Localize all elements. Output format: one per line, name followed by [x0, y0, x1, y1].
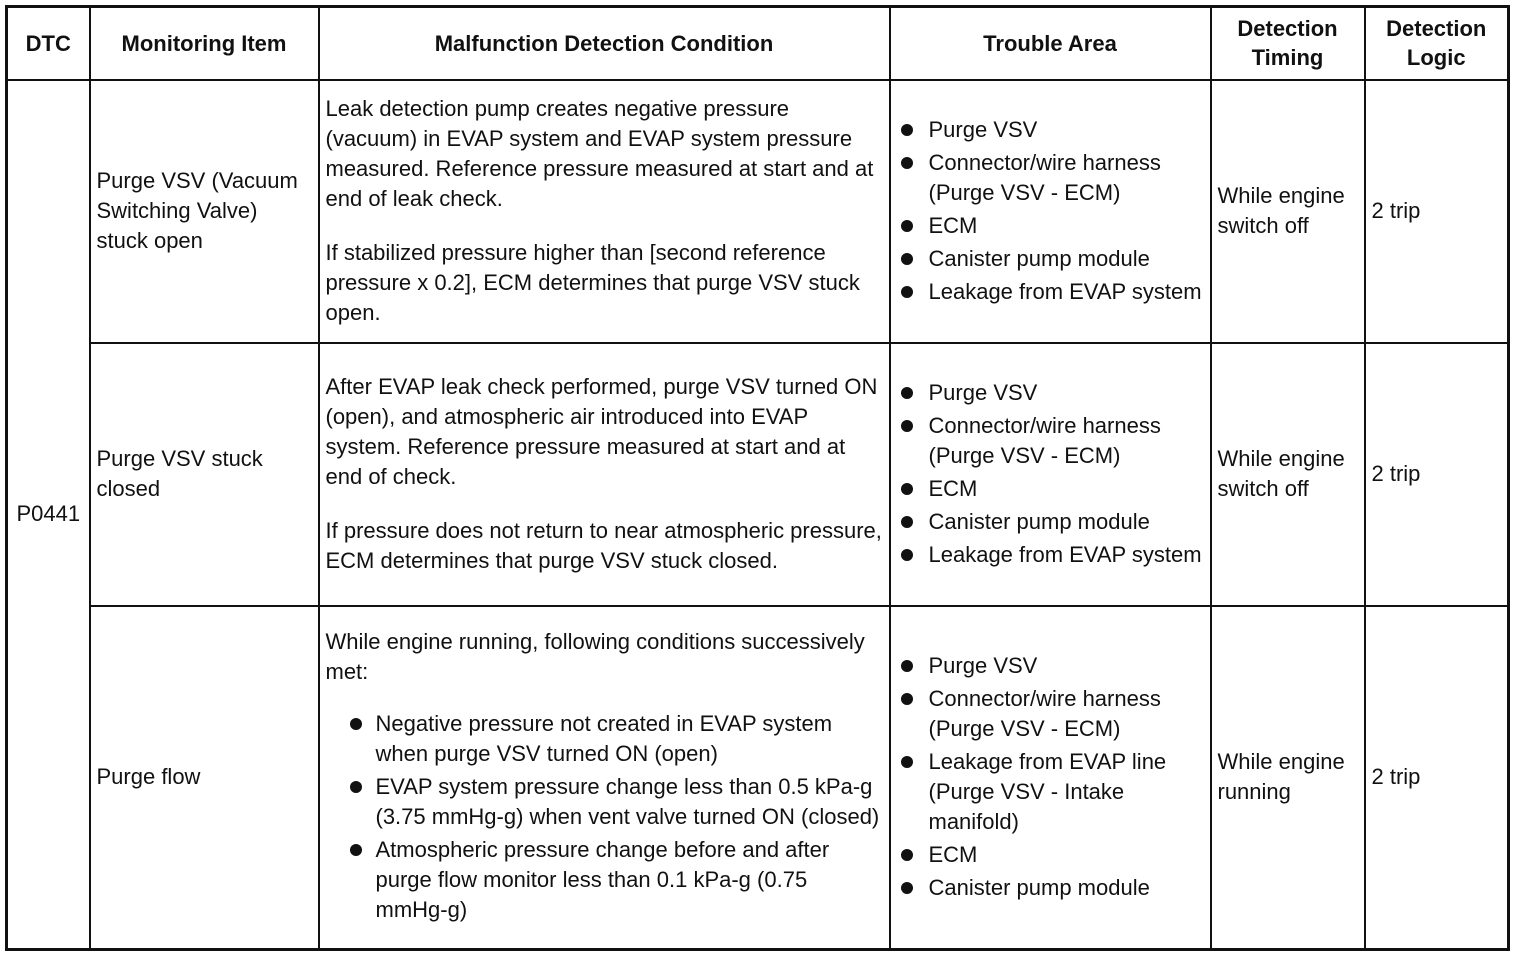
trouble-area-cell: [890, 343, 1211, 606]
list-item-text: EVAP system pressure change less than 0.5 kPa-g (3.75 mmHg-g) when vent valve turned ON (closed): [375, 773, 880, 829]
list-item-text: Canister pump module: [928, 509, 1150, 534]
header-timing-line2: Timing: [1251, 45, 1324, 71]
condition-paragraph: If pressure does not return to near atmospheric pressure, ECM determines that purge VSV stuck closed.: [325, 518, 882, 573]
list-item: [897, 411, 1204, 471]
list-item-text: Atmospheric pressure change before and after purge flow monitor less than 0.1 kPa-g (0.75 mmHg-g): [375, 836, 830, 922]
list-item-text: ECM: [928, 213, 978, 238]
list-item: [897, 651, 1204, 681]
header-logic-line2: Logic: [1406, 45, 1466, 71]
condition-cell: [319, 606, 890, 950]
bullet-icon: [901, 157, 913, 169]
list-item-text: Connector/wire harness (Purge VSV - ECM): [928, 413, 1161, 468]
list-item: [897, 474, 1204, 504]
bullet-icon: [901, 549, 913, 561]
header-timing-line1: Detection: [1237, 16, 1338, 42]
bullet-icon: [901, 387, 913, 399]
bullet-icon: [901, 882, 913, 894]
table-row: [7, 343, 1509, 606]
dtc-table: [5, 5, 1510, 951]
header-detection-logic: [1365, 7, 1509, 80]
trouble-area-list: [897, 115, 1204, 307]
list-item: [897, 378, 1204, 408]
detection-logic-cell: 2 trip: [1365, 606, 1509, 950]
list-item-text: Negative pressure not created in EVAP system when purge VSV turned ON (open): [375, 710, 833, 766]
monitoring-item-cell: Purge VSV (Vacuum Switching Valve) stuck open: [90, 80, 319, 343]
header-dtc: DTC: [7, 7, 90, 80]
list-item-text: ECM: [928, 842, 978, 868]
bullet-icon: [901, 420, 913, 432]
list-item: [897, 840, 1204, 870]
trouble-area-cell: [890, 606, 1211, 950]
bullet-icon: [901, 849, 913, 861]
monitoring-item-cell: Purge VSV stuck closed: [90, 343, 319, 606]
list-item-text: Canister pump module: [928, 875, 1150, 901]
bullet-icon: [901, 756, 913, 768]
condition-paragraph: While engine running, following conditions successively met:: [325, 628, 865, 684]
condition-cell: [319, 343, 890, 606]
list-item: [897, 873, 1204, 903]
header-condition: Malfunction Detection Condition: [319, 7, 890, 80]
list-item-text: Purge VSV: [928, 653, 1038, 679]
list-item-text: Leakage from EVAP system: [928, 279, 1202, 304]
bullet-icon: [901, 660, 913, 672]
list-item: [897, 540, 1204, 570]
detection-logic-cell: 2 trip: [1365, 343, 1509, 606]
list-item: [897, 115, 1204, 145]
list-item-text: Leakage from EVAP line (Purge VSV - Intake manifold): [928, 749, 1167, 835]
detection-timing-cell: While engine switch off: [1211, 343, 1365, 606]
table-header: [7, 7, 1509, 80]
header-row: [7, 7, 1509, 80]
list-item: [350, 709, 883, 769]
list-item: [350, 772, 883, 832]
bullet-icon: [901, 253, 913, 265]
list-item: [897, 277, 1204, 307]
header-logic-line1: Detection: [1386, 16, 1487, 42]
list-item: [897, 148, 1204, 208]
list-item: [897, 244, 1204, 274]
condition-paragraph: After EVAP leak check performed, purge VSV turned ON (open), and atmospheric air introduced into EVAP system. Reference pressure measured at start and at end of check.: [325, 374, 878, 489]
bullet-icon: [901, 220, 913, 232]
condition-list: [326, 709, 883, 925]
bullet-icon: [350, 844, 362, 856]
bullet-icon: [901, 483, 913, 495]
list-item-text: Purge VSV: [928, 380, 1038, 405]
bullet-icon: [901, 693, 913, 705]
list-item: [897, 747, 1204, 837]
detection-timing-cell: While engine switch off: [1211, 80, 1365, 343]
list-item: [897, 507, 1204, 537]
list-item: [897, 684, 1204, 744]
list-item-text: Connector/wire harness (Purge VSV - ECM): [928, 686, 1161, 742]
bullet-icon: [901, 124, 913, 136]
dtc-code-cell: P0441: [7, 80, 90, 950]
bullet-icon: [350, 781, 362, 793]
table-body: [7, 80, 1509, 950]
bullet-icon: [350, 718, 362, 730]
monitoring-item-cell: Purge flow: [90, 606, 319, 950]
list-item-text: Connector/wire harness (Purge VSV - ECM): [928, 150, 1161, 205]
header-trouble-area: Trouble Area: [890, 7, 1211, 80]
trouble-area-list: [897, 378, 1204, 570]
trouble-area-cell: [890, 80, 1211, 343]
detection-timing-cell: While engine running: [1211, 606, 1365, 950]
trouble-area-list: [897, 651, 1204, 903]
table-row: [7, 80, 1509, 343]
list-item-text: Leakage from EVAP system: [928, 542, 1202, 567]
condition-paragraph: If stabilized pressure higher than [second reference pressure x 0.2], ECM determines that purge VSV stuck open.: [325, 240, 860, 325]
condition-paragraph: Leak detection pump creates negative pressure (vacuum) in EVAP system and EVAP system pressure measured. Reference pressure measured at start and at end of leak check.: [325, 96, 874, 211]
list-item-text: Canister pump module: [928, 246, 1150, 271]
dtc-table-wrapper: [5, 5, 1507, 949]
bullet-icon: [901, 286, 913, 298]
header-monitoring-item: Monitoring Item: [90, 7, 319, 80]
list-item-text: ECM: [928, 476, 978, 501]
condition-cell: [319, 80, 890, 343]
header-detection-timing: [1211, 7, 1365, 80]
list-item-text: Purge VSV: [928, 117, 1038, 142]
detection-logic-cell: 2 trip: [1365, 80, 1509, 343]
bullet-icon: [901, 516, 913, 528]
table-row: [7, 606, 1509, 950]
list-item: [897, 211, 1204, 241]
list-item: [350, 835, 883, 925]
